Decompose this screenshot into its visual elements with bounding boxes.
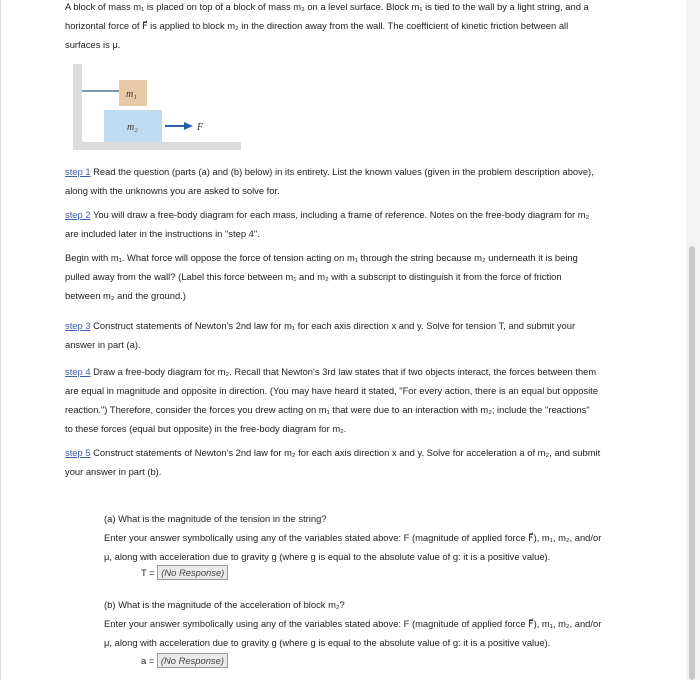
block-m2-label: m₂ [127,122,138,133]
step-1-link[interactable]: step 1 [65,166,91,177]
step-2 [65,205,677,243]
step-4-line-1: Draw a free-body diagram for m₂. Recall that Newton's 3rd law states that if two objects interact, the forces between them [90,366,597,377]
step-3-line-1: Construct statements of Newton's 2nd law for m₁ for each axis direction x and y. Solve for tension T, and submit your [90,320,576,331]
step-2-detail [65,248,677,305]
step-1-line-2: along with the unknowns you are asked to solve for. [65,185,280,196]
problem-line-3: surfaces is μ. [65,39,121,50]
part-b [104,595,676,652]
problem-line-1: A block of mass m₁ is placed on top of a block of mass m₂ on a level surface. Block m₁ is tied to the wall by a light string, and a [65,1,589,12]
part-b-response-field[interactable]: (No Response) [157,653,228,668]
force-arrow-head [184,122,193,130]
step-2-detail-line-2: pulled away from the wall? (Label this force between m₁ and m₂ with a subscript to distinguish it from the force of friction [65,271,562,282]
blocks-figure [67,62,247,154]
step-4-line-4: to these forces (equal but opposite) in the free-body diagram for m₂. [65,423,347,434]
problem-statement [65,0,677,54]
step-5-link[interactable]: step 5 [65,447,91,458]
step-3 [65,316,677,354]
part-a-response-field[interactable]: (No Response) [157,565,228,580]
scrollbar-thumb[interactable] [689,246,695,680]
step-3-line-2: answer in part (a). [65,339,141,350]
part-a [104,509,676,566]
step-2-line-2: are included later in the instructions in "step 4". [65,228,260,239]
ground [73,142,241,150]
step-4 [65,362,677,438]
part-a-instructions-1: Enter your answer symbolically using any of the variables stated above: F (magnitude of applied force F⃗), m₁, m₂, and/or [104,532,602,543]
step-1-line-1: Read the question (parts (a) and (b) below) in its entirety. List the known values (given in the problem description above), [90,166,594,177]
part-a-instructions-2: μ, along with acceleration due to gravity g (where g is equal to the absolute value of g: it is a positive value). [104,551,551,562]
part-a-question: (a) What is the magnitude of the tension in the string? [104,513,327,524]
part-a-answer-row [141,565,228,580]
force-label: F [197,122,204,133]
step-5-line-2: your answer in part (b). [65,466,162,477]
step-5 [65,443,677,481]
step-4-link[interactable]: step 4 [65,366,91,377]
block-m1-label: m₁ [126,89,137,100]
problem-line-2: horizontal force of F⃗ is applied to block m₂ in the direction away from the wall. The coefficient of kinetic friction between all [65,20,569,31]
step-2-detail-line-3: between m₂ and the ground.) [65,290,186,301]
part-b-variable: a = [141,655,155,666]
wall [73,64,82,148]
step-2-detail-line-1: Begin with m₁. What force will oppose the force of tension acting on m₁ through the string because m₂ underneath it is being [65,252,578,263]
step-5-line-1: Construct statements of Newton's 2nd law for m₂ for each axis direction x and y. Solve for acceleration a of m₂, and submit [90,447,601,458]
step-3-link[interactable]: step 3 [65,320,91,331]
step-2-link[interactable]: step 2 [65,209,91,220]
step-4-line-2: are equal in magnitude and opposite in direction. (You may have heard it stated, "For every action, there is an equal but opposite [65,385,599,396]
part-b-answer-row [141,653,228,668]
part-b-instructions-2: μ, along with acceleration due to gravity g (where g is equal to the absolute value of g: it is a positive value). [104,637,551,648]
part-b-question: (b) What is the magnitude of the acceleration of block m₂? [104,599,345,610]
part-a-variable: T = [141,567,155,578]
step-4-line-3: reaction.") Therefore, consider the forces you drew acting on m₁ that were due to an interaction with m₂; include the "reactions" [65,404,590,415]
step-1 [65,162,677,200]
part-b-instructions-1: Enter your answer symbolically using any of the variables stated above: F (magnitude of applied force F⃗), m₁, m₂, and/or [104,618,602,629]
step-2-line-1: You will draw a free-body diagram for each mass, including a frame of reference. Notes on the free-body diagram for m₂ [90,209,590,220]
